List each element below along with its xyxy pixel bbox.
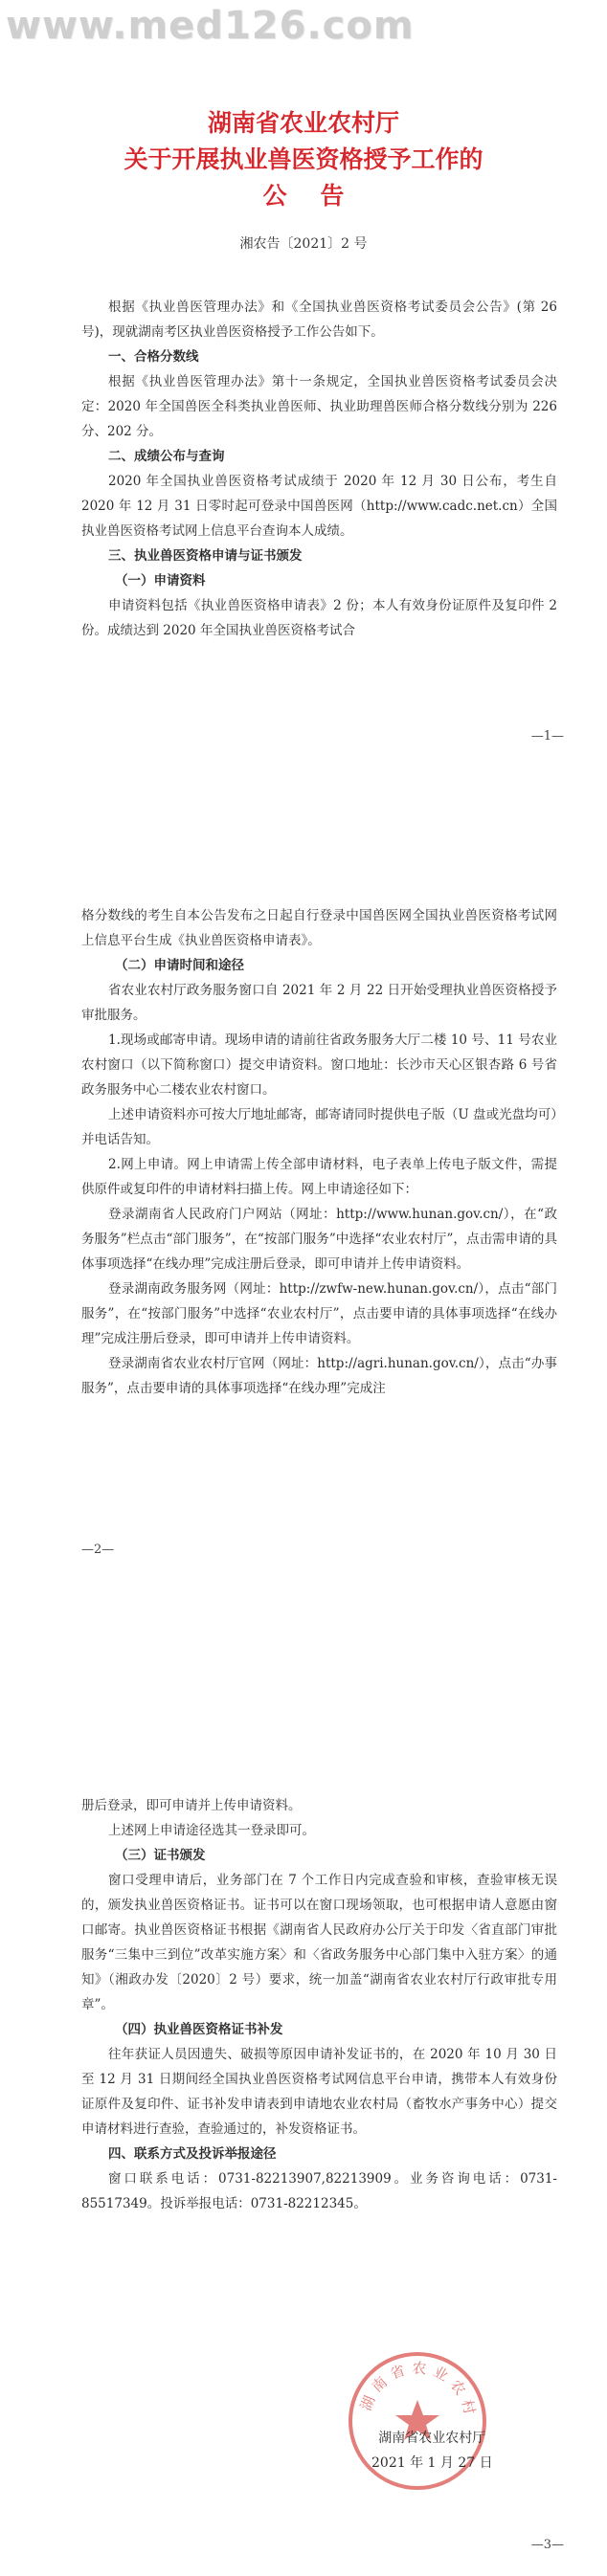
section-2-body: 2020 年全国执业兽医资格考试成绩于 2020 年 12 月 30 日公布，考生自 2020 年 12 月 31 日零时起可登录中国兽医网（http://www.cadc.net.cn）全国执业兽医资格考试网上信息平台查询本人成绩。 bbox=[81, 474, 557, 539]
page-2-paragraph-4: 2.网上申请。网上申请需上传全部申请材料，电子表单上传电子版文件，需提供原件或复印件的申请材料扫描上传。网上申请途径如下： bbox=[81, 1157, 557, 1197]
page-2-paragraph-6: 登录湖南政务服务网（网址：http://zwfw-new.hunan.gov.cn/），点击“部门服务”，在“按部门服务”中选择“农业农村厅”，点击要申请的具体事项选择“在线办理”完成注册后登录，即可申请并上传申请资料。 bbox=[81, 1281, 557, 1346]
signature-block bbox=[371, 2426, 493, 2476]
section-3-sub-2: （二）申请时间和途径 bbox=[115, 958, 244, 973]
title-line-3: 公 告 bbox=[262, 182, 345, 210]
page-2-paragraph-7: 登录湖南省农业农村厅官网（网址：http://agri.hunan.gov.cn/），点击“办事服务”，点击要申请的具体事项选择“在线办理”完成注 bbox=[81, 1356, 557, 1396]
page-3-paragraph-3: 往年获证人员因遗失、破损等原因申请补发证书的，在 2020 年 10 月 30 日至 12 月 31 日期间经全国执业兽医资格考试网信息平台申请，携带本人有效身份证原件及复印件、证书补发申请表到申请地农业农村局（畜牧水产事务中心）提交申请材料进行查验，查验通过的，补发资格证书。 bbox=[81, 2047, 557, 2137]
page-2-continuation: 格分数线的考生自本公告发布之日起自行登录中国兽医网全国执业兽医资格考试网上信息平台生成《执业兽医资格申请表》。 bbox=[81, 908, 557, 948]
page-number-3: —3— bbox=[530, 2538, 564, 2552]
section-2-heading: 二、成绩公布与查询 bbox=[108, 449, 225, 464]
document-page-2 bbox=[0, 903, 607, 1401]
section-3-sub-3: （三）证书颁发 bbox=[115, 1848, 206, 1863]
seal-text: 湖南省农业农村 bbox=[356, 2359, 480, 2422]
section-3-heading: 三、执业兽医资格申请与证书颁发 bbox=[108, 548, 303, 564]
section-1-heading: 一、合格分数线 bbox=[108, 349, 199, 365]
section-1-body: 根据《执业兽医管理办法》第十一条规定，全国执业兽医资格考试委员会决定：2020 年全国兽医全科类执业兽医师、执业助理兽医师合格分数线分别为 226 分、202 分。 bbox=[81, 374, 557, 439]
page-number-2: —2— bbox=[81, 1543, 115, 1557]
issuing-authority: 湖南省农业农村厅 bbox=[378, 2431, 486, 2446]
document-page-1 bbox=[0, 59, 607, 643]
document-number: 湘农告〔2021〕2 号 bbox=[239, 236, 368, 252]
title-line-2: 关于开展执业兽医资格授予工作的 bbox=[124, 145, 483, 173]
page-3-continuation: 册后登录，即可申请并上传申请资料。 bbox=[81, 1798, 302, 1813]
page-number-1: —1— bbox=[530, 729, 564, 744]
section-3-sub-1-body: 申请资料包括《执业兽医资格申请表》2 份；本人有效身份证原件及复印件 2 份。成绩达到 2020 年全国执业兽医资格考试合 bbox=[81, 598, 557, 638]
watermark-text: www.med126.com bbox=[6, 4, 415, 48]
page-2-paragraph-1: 省农业农村厅政务服务窗口自 2021 年 2 月 22 日开始受理执业兽医资格授予审批服务。 bbox=[81, 983, 557, 1023]
section-4-heading: 四、联系方式及投诉举报途径 bbox=[108, 2146, 277, 2162]
page-2-paragraph-2: 1.现场或邮寄申请。现场申请的请前往省政务服务大厅二楼 10 号、11 号农业农村窗口（以下简称窗口）提交申请资料。窗口地址：长沙市天心区银杏路 6 号省政务服务中心二楼农业农村窗口。 bbox=[81, 1033, 557, 1098]
page-2-paragraph-5: 登录湖南省人民政府门户网站（网址：http://www.hunan.gov.cn/），在“政务服务”栏点击“部门服务”，在“按部门服务”中选择“农业农村厅”，点击需申请的具体事项选择“在线办理”完成注册后登录，即可申请并上传申请资料。 bbox=[81, 1207, 557, 1272]
page-3-paragraph-2: 窗口受理申请后，业务部门在 7 个工作日内完成查验和审核，查验审核无误的，颁发执业兽医资格证书。证书可以在窗口现场领取，也可根据申请人意愿由窗口邮寄。执业兽医资格证书根据《湖南省人民政府办公厅关于印发〈省直部门审批服务“三集中三到位”改革实施方案〉和〈省政务服务中心部门集中入驻方案〉的通知》（湘政办发〔2020〕2 号）要求，统一加盖“湖南省农业农村厅行政审批专用章”。 bbox=[81, 1873, 557, 2012]
intro-paragraph: 根据《执业兽医管理办法》和《全国执业兽医资格考试委员会公告》(第 26 号)，现就湖南考区执业兽医资格授予工作公告如下。 bbox=[81, 300, 557, 340]
title-line-1: 湖南省农业农村厅 bbox=[207, 109, 399, 137]
page-2-paragraph-3: 上述申请资料亦可按大厅地址邮寄，邮寄请同时提供电子版（U 盘或光盘均可）并电话告知。 bbox=[81, 1107, 557, 1147]
section-3-sub-4: （四）执业兽医资格证书补发 bbox=[115, 2022, 283, 2037]
section-3-sub-1: （一）申请资料 bbox=[115, 573, 206, 588]
page-3-paragraph-1: 上述网上申请途径选其一登录即可。 bbox=[108, 1823, 315, 1838]
document-page-3 bbox=[0, 1793, 607, 2216]
issue-date: 2021 年 1 月 27 日 bbox=[371, 2455, 493, 2471]
page-3-paragraph-4: 窗口联系电话：0731-82213907,82213909。业务咨询电话：0731-85517349。投诉举报电话：0731-82212345。 bbox=[81, 2171, 557, 2211]
